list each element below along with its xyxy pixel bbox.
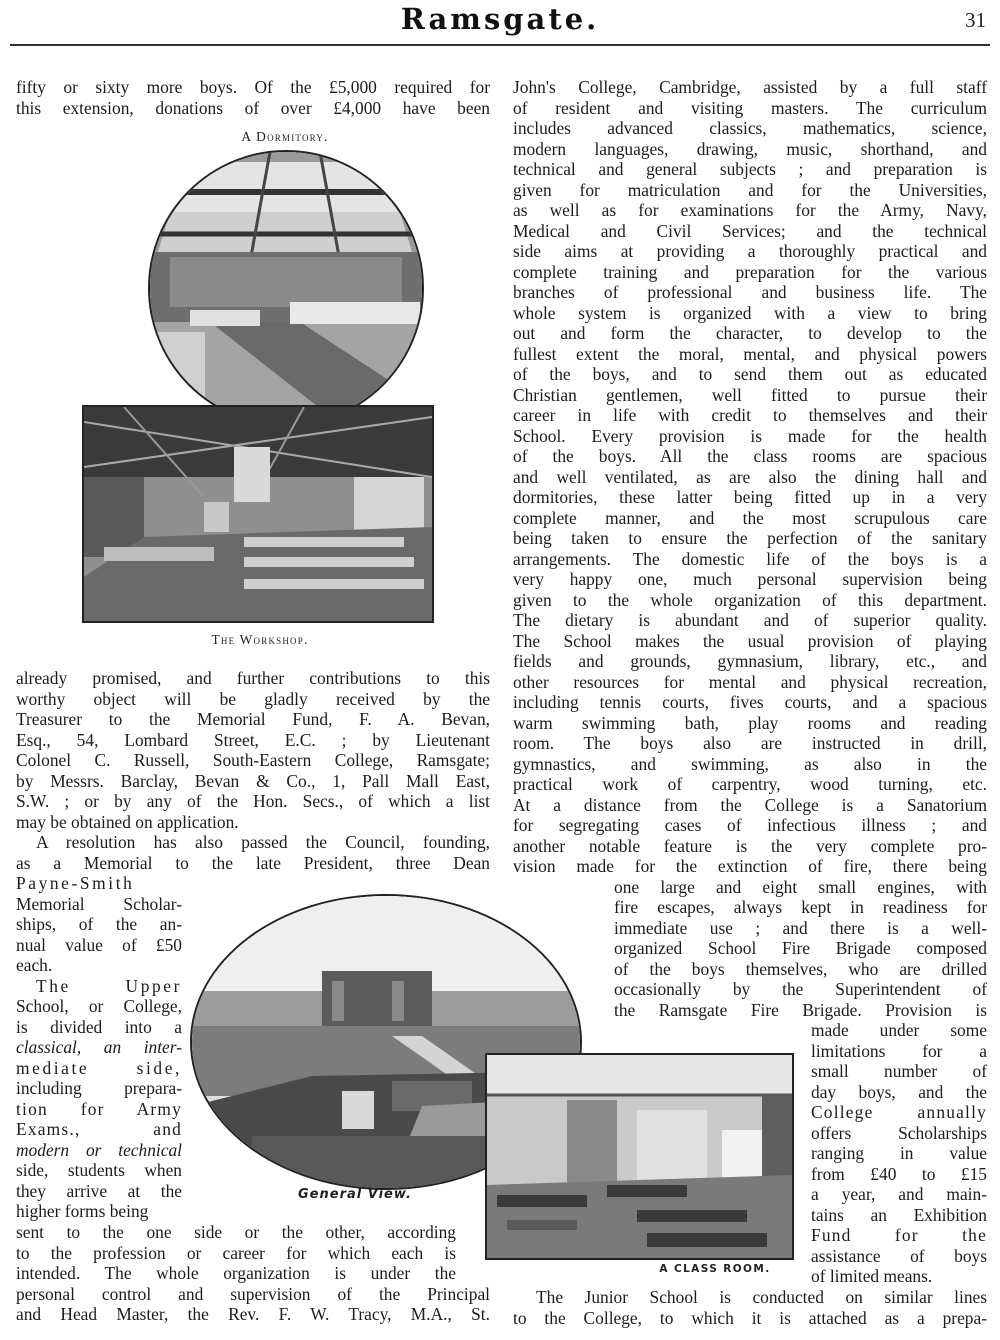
left-line-r2: as a Memorial to the late President, three Dean bbox=[16, 852, 490, 873]
right-narrow-8: from £40 to £15 bbox=[811, 1163, 987, 1184]
left-narrow-1: Payne-Smith bbox=[16, 873, 135, 893]
left-line-c5: Colonel C. Russell, South-Eastern College, Ramsgate; bbox=[16, 750, 490, 770]
left-line-c7: S.W. ; or by any of the Hon. Secs., of which a list bbox=[16, 791, 490, 811]
right-line-3: includes advanced classics, mathematics, science, bbox=[513, 118, 987, 138]
left-top-line-1: fifty or sixty more boys. Of the £5,000 required for bbox=[16, 77, 490, 97]
right-line-6: given for matriculation and for the Universities, bbox=[513, 179, 987, 200]
right-line-23: being taken to ensure the perfection of the sanitary bbox=[513, 528, 987, 548]
dormitory-caption: A Dormitory. bbox=[241, 129, 329, 144]
left-bottom-2: to the profession or career for which each is bbox=[16, 1242, 456, 1263]
right-line-26: given to the whole organization of this department. bbox=[513, 589, 987, 610]
right-indent-4: organized School Fire Brigade composed bbox=[614, 938, 987, 958]
right-line-30: other resources for mental and physical recreation, bbox=[513, 671, 987, 692]
left-narrow-11: including prepara- bbox=[16, 1078, 182, 1098]
right-line-36: At a distance from the College is a Sanatorium bbox=[513, 794, 987, 815]
left-line-c4: Esq., 54, Lombard Street, E.C. ; by Lieutenant bbox=[16, 729, 490, 750]
right-narrow-3: small number of bbox=[811, 1061, 987, 1081]
right-bottom-1: The Junior School is conducted on similar lines bbox=[536, 1287, 987, 1307]
left-narrow-17: higher forms being bbox=[16, 1201, 149, 1221]
right-line-18: School. Every provision is made for the health bbox=[513, 425, 987, 446]
right-indent-5: of the boys themselves, who are drilled bbox=[614, 958, 987, 979]
workshop-caption: The Workshop. bbox=[211, 632, 309, 647]
right-narrow-7: ranging in value bbox=[811, 1143, 987, 1163]
class-room-photo bbox=[485, 1053, 794, 1260]
right-line-29: fields and grounds, gymnasium, library, etc., and bbox=[513, 651, 987, 671]
right-line-15: of the boys, and to send them out as educated bbox=[513, 364, 987, 384]
right-indent-7: the Ramsgate Fire Brigade. Provision is bbox=[614, 999, 987, 1020]
right-line-5: technical and general subjects ; and preparation is bbox=[513, 159, 987, 179]
right-narrow-12: assistance of boys bbox=[811, 1245, 987, 1266]
right-line-13: out and form the character, to develop to the bbox=[513, 323, 987, 343]
right-narrow-9: a year, and main- bbox=[811, 1184, 987, 1204]
right-narrow-4: day boys, and the bbox=[811, 1081, 987, 1102]
right-narrow-13: of limited means. bbox=[811, 1266, 933, 1286]
left-narrow-15: side, students when bbox=[16, 1160, 182, 1180]
left-narrow-5: each. bbox=[16, 955, 53, 975]
left-narrow-2: Memorial Scholar- bbox=[16, 893, 182, 914]
page-number: 31 bbox=[965, 8, 986, 32]
left-narrow-4: nual value of £50 bbox=[16, 934, 182, 955]
right-line-24: arrangements. The domestic life of the boys is a bbox=[513, 548, 987, 569]
right-line-38: another notable feature is the very complete pro- bbox=[513, 835, 987, 856]
left-narrow-6: The Upper bbox=[36, 975, 182, 996]
right-line-34: gymnastics, and swimming, as also in the bbox=[513, 753, 987, 774]
dormitory-photo bbox=[148, 150, 424, 426]
left-line-c8: may be obtained on application. bbox=[16, 811, 239, 832]
right-line-25: very happy one, much personal supervision being bbox=[513, 569, 987, 589]
class-room-caption: A CLASS ROOM. bbox=[659, 1263, 771, 1275]
right-narrow-6: offers Scholarships bbox=[811, 1122, 987, 1143]
left-top-line-2: this extension, donations of over £4,000 have been bbox=[16, 97, 490, 118]
left-line-c2: worthy object will be gladly received by the bbox=[16, 688, 490, 709]
left-narrow-14: modern or technical bbox=[16, 1139, 182, 1160]
right-line-9: side aims at providing a thoroughly practical and bbox=[513, 241, 987, 261]
header-rule bbox=[10, 44, 990, 46]
left-narrow-7: School, or College, bbox=[16, 996, 182, 1016]
right-narrow-10: tains an Exhibition bbox=[811, 1204, 987, 1225]
left-line-c1: already promised, and further contributions to this bbox=[16, 668, 490, 688]
left-bottom-1: sent to the one side or the other, according bbox=[16, 1222, 456, 1242]
right-line-22: complete manner, and the most scrupulous care bbox=[513, 507, 987, 528]
right-line-27: The dietary is abundant and of superior quality. bbox=[513, 610, 987, 630]
right-line-4: modern languages, drawing, music, shorthand, and bbox=[513, 138, 987, 159]
general-view-caption: General View. bbox=[298, 1187, 412, 1202]
left-line-c6: by Messrs. Barclay, Bevan & Co., 1, Pall Mall East, bbox=[16, 770, 490, 791]
left-narrow-12: tion for Army bbox=[16, 1098, 182, 1119]
right-line-1: John's College, Cambridge, assisted by a full staff bbox=[513, 77, 987, 97]
right-bottom-2: to the College, to which it is attached as a prepa- bbox=[513, 1307, 987, 1328]
right-line-16: Christian gentlemen, well fitted to pursue their bbox=[513, 384, 987, 405]
left-narrow-13: Exams., and bbox=[16, 1119, 182, 1139]
right-line-11: branches of professional and business life. The bbox=[513, 282, 987, 302]
right-line-12: whole system is organized with a view to bring bbox=[513, 302, 987, 323]
right-line-14: fullest extent the moral, mental, and physical powers bbox=[513, 343, 987, 364]
page-header bbox=[0, 0, 1000, 48]
left-narrow-8: is divided into a bbox=[16, 1016, 182, 1037]
left-narrow-16: they arrive at the bbox=[16, 1180, 182, 1201]
left-narrow-10: mediate side, bbox=[16, 1057, 182, 1078]
right-narrow-5: College annually bbox=[811, 1102, 987, 1122]
right-indent-2: fire escapes, always kept in readiness for bbox=[614, 897, 987, 917]
left-narrow-9: classical, an inter- bbox=[16, 1037, 182, 1057]
right-narrow-1: made under some bbox=[811, 1020, 987, 1040]
right-line-17: career in life with credit to themselves and their bbox=[513, 405, 987, 425]
right-line-19: of the boys. All the class rooms are spacious bbox=[513, 446, 987, 466]
left-bottom-5: and Head Master, the Rev. F. W. Tracy, M.A., St. bbox=[16, 1304, 490, 1324]
right-indent-6: occasionally by the Superintendent of bbox=[614, 979, 987, 999]
right-indent-3: immediate use ; and there is a well- bbox=[614, 917, 987, 938]
right-line-37: for segregating cases of infectious illness ; and bbox=[513, 815, 987, 835]
right-line-10: complete training and preparation for the various bbox=[513, 261, 987, 282]
running-title: Ramsgate. bbox=[400, 2, 600, 36]
workshop-photo bbox=[82, 405, 434, 623]
right-indent-1: one large and eight small engines, with bbox=[614, 876, 987, 897]
right-line-28: The School makes the usual provision of playing bbox=[513, 630, 987, 651]
right-narrow-2: limitations for a bbox=[811, 1040, 987, 1061]
right-line-7: as well as for examinations for the Army, Navy, bbox=[513, 200, 987, 220]
right-line-21: dormitories, these latter being fitted up in a very bbox=[513, 487, 987, 507]
right-line-35: practical work of carpentry, wood turning, etc. bbox=[513, 774, 987, 794]
right-line-20: and well ventilated, as are also the dining hall and bbox=[513, 466, 987, 487]
right-line-39: vision made for the extinction of fire, there being bbox=[513, 856, 987, 876]
right-line-2: of resident and visiting masters. The curriculum bbox=[513, 97, 987, 118]
left-line-c3: Treasurer to the Memorial Fund, F. A. Bevan, bbox=[16, 709, 490, 729]
left-line-r1: A resolution has also passed the Council, founding, bbox=[36, 832, 490, 852]
right-line-31: including tennis courts, fives courts, and a spacious bbox=[513, 692, 987, 712]
left-bottom-3: intended. The whole organization is under the bbox=[16, 1263, 456, 1283]
right-line-33: room. The boys also are instructed in drill, bbox=[513, 733, 987, 753]
left-bottom-4: personal control and supervision of the Principal bbox=[16, 1283, 490, 1304]
right-line-32: warm swimming bath, play rooms and reading bbox=[513, 712, 987, 733]
left-narrow-3: ships, of the an- bbox=[16, 914, 182, 934]
right-line-8: Medical and Civil Services; and the technical bbox=[513, 220, 987, 241]
right-narrow-11: Fund for the bbox=[811, 1225, 987, 1245]
